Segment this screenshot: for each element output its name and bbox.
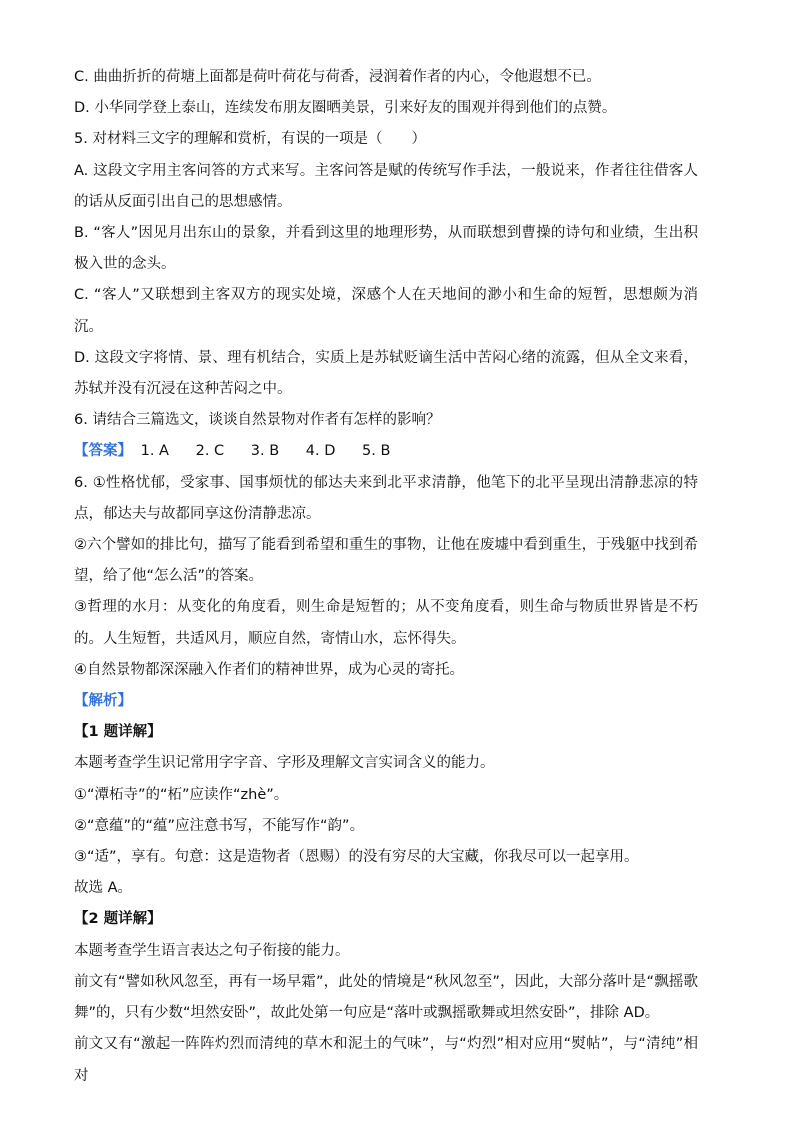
- answer-6-point-1: 6. ①性格忧郁，受家事、国事烦忧的郁达夫来到北平求清静，他笔下的北平呈现出清静悲凉的特点，郁达夫与故都同享这份清静悲凉。: [74, 474, 698, 522]
- analysis-tag: 【解析】: [74, 693, 132, 710]
- answer-6-point-2: ②六个譬如的排比句，描写了能看到希望和重生的事物，让他在废墟中看到重生，于残躯中找到希望，给了他“怎么活”的答案。: [74, 537, 698, 585]
- detail-1-line-1: ①“潭柘寺”的“柘”应读作“zhè”。: [74, 786, 289, 803]
- question-5: 5. 对材料三文字的理解和赏析，有误的一项是（ ）: [74, 131, 426, 148]
- question-6: 6. 请结合三篇选文，谈谈自然景物对作者有怎样的影响？: [74, 412, 441, 429]
- answer-item-4: 4. D: [305, 443, 336, 460]
- detail-1-line-2: ②“意蕴”的“蕴”应注意书写，不能写作“韵”。: [74, 817, 365, 834]
- detail-2-heading: 【2 题详解】: [74, 911, 162, 928]
- detail-1-line-3: ③“适”，享有。句意：这是造物者（恩赐）的没有穷尽的大宝藏，你我尽可以一起享用。: [74, 849, 639, 866]
- answer-item-3: 3. B: [250, 443, 280, 460]
- detail-2-intro: 本题考查学生语言表达之句子衔接的能力。: [74, 942, 350, 959]
- option-c-line: C. 曲曲折折的荷塘上面都是荷叶荷花与荷香，浸润着作者的内心，令他遐想不已。: [74, 69, 601, 85]
- detail-1-heading: 【1 题详解】: [74, 724, 162, 741]
- answer-6-point-4: ④自然景物都深深融入作者们的精神世界，成为心灵的寄托。: [74, 661, 464, 678]
- answer-tag: 【答案】: [74, 443, 132, 460]
- option-d-line: D. 小华同学登上泰山，连续发布朋友圈晒美景，引来好友的围观并得到他们的点赞。: [74, 100, 617, 117]
- answer-item-1: 1. A: [140, 443, 169, 460]
- question-5-option-b: B. “客人”因见月出东山的景象，并看到这里的地理形势，从而联想到曹操的诗句和业绩，生出积极入世的念头。: [74, 225, 698, 273]
- question-5-option-d: D. 这段文字将情、景、理有机结合，实质上是苏轼贬谪生活中苦闷心绪的流露，但从全文来看，苏轼并没有沉浸在这种苦闷之中。: [74, 349, 698, 398]
- answer-line: [74, 436, 698, 467]
- detail-2-paragraph-1: 前文有“譬如秋风忽至，再有一场早霜”，此处的情境是“秋风忽至”，因此，大部分落叶是“飘摇歌舞”的，只有少数“坦然安卧”，故此处第一句应是“落叶或飘摇歌舞或坦然安卧”，排除 AD。: [74, 973, 698, 1022]
- answer-item-2: 2. C: [195, 443, 225, 460]
- detail-2-paragraph-2: 前文又有“激起一阵阵灼烈而清纯的草木和泥土的气味”，与“灼烈”相对应用“熨帖”，与“清纯”相对: [74, 1036, 698, 1084]
- detail-1-choice: 故选 A。: [74, 880, 133, 897]
- answer-6-point-3: ③哲理的水月：从变化的角度看，则生命是短暂的；从不变角度看，则生命与物质世界皆是不朽的。人生短暂，共适风月，顺应自然，寄情山水，忘怀得失。: [74, 599, 698, 647]
- question-5-option-a: A. 这段文字用主客问答的方式来写。主客问答是赋的传统写作手法，一般说来，作者往往借客人的话从反面引出自己的思想感情。: [74, 162, 698, 210]
- detail-1-intro: 本题考查学生识记常用字字音、字形及理解文言实词含义的能力。: [74, 755, 495, 772]
- answer-item-5: 5. B: [362, 443, 391, 460]
- question-5-option-c: C. “客人”又联想到主客双方的现实处境，深感个人在天地间的渺小和生命的短暂，思想颇为消沉。: [74, 287, 698, 335]
